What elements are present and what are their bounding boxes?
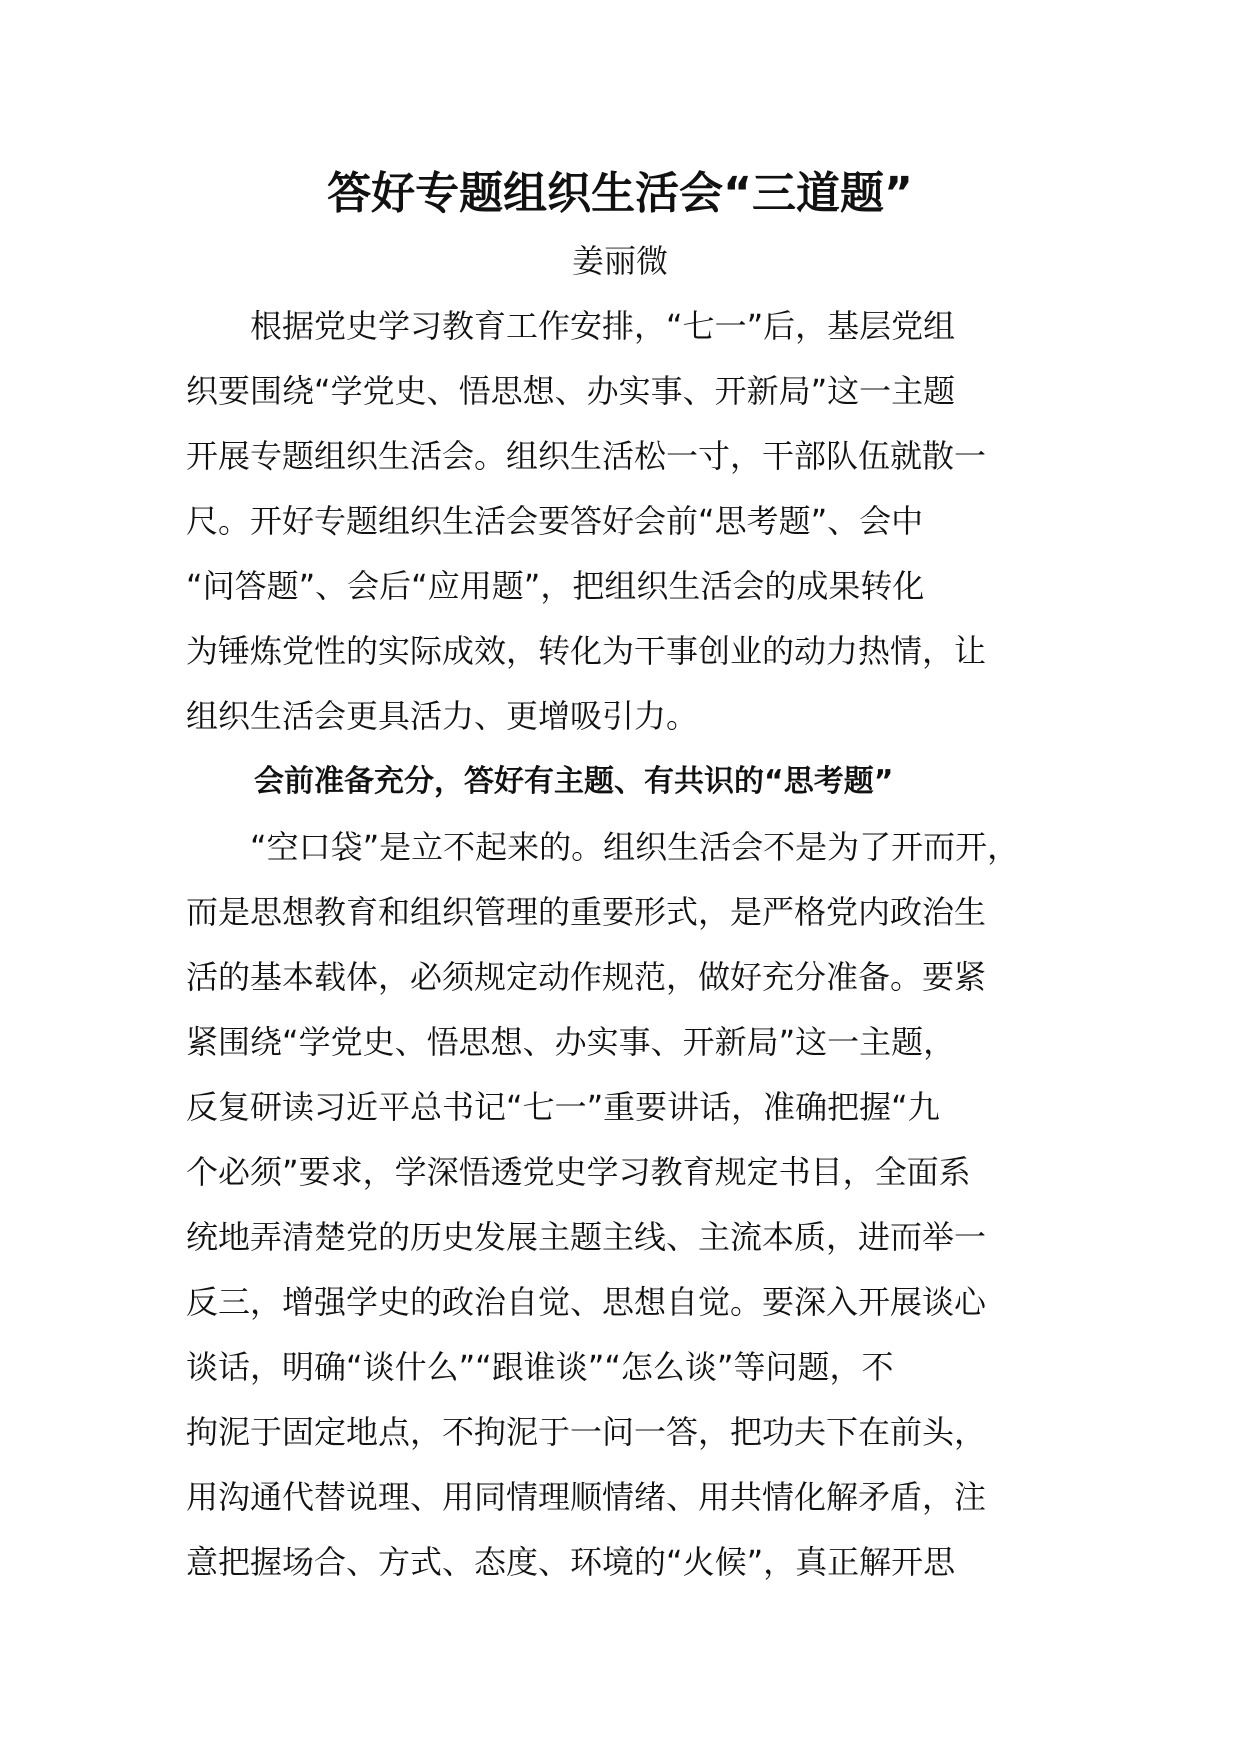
paragraph-line: 尺。开好专题组织生活会要答好会前“思考题”、会中	[186, 502, 924, 540]
paragraph-line: 根据党史学习教育工作安排，“七一”后，基层党组	[250, 307, 956, 345]
paragraph-line: 而是思想教育和组织管理的重要形式，是严格党内政治生	[186, 893, 987, 931]
paragraph-line: 紧围绕“学党史、悟思想、办实事、开新局”这一主题，	[186, 1023, 956, 1061]
document-title: 答好专题组织生活会“三道题”	[327, 168, 913, 219]
paragraph-line: 谈话，明确“谈什么”“跟谁谈”“怎么谈”等问题，不	[186, 1348, 894, 1386]
paragraph-line: 活的基本载体，必须规定动作规范，做好充分准备。要紧	[186, 958, 987, 996]
paragraph-line: 反三，增强学史的政治自觉、思想自觉。要深入开展谈心	[186, 1283, 987, 1321]
paragraph-line: 个必须”要求，学深悟透党史学习教育规定书目，全面系	[186, 1153, 971, 1191]
document-author: 姜丽微	[571, 242, 668, 280]
paragraph-line: 统地弄清楚党的历史发展主题主线、主流本质，进而举一	[186, 1218, 987, 1256]
paragraph-line: 拘泥于固定地点，不拘泥于一问一答，把功夫下在前头，	[186, 1413, 987, 1451]
paragraph-line: 织要围绕“学党史、悟思想、办实事、开新局”这一主题	[186, 372, 956, 410]
paragraph-line: 为锤炼党性的实际成效，转化为干事创业的动力热情，让	[186, 632, 987, 670]
paragraph-line: 用沟通代替说理、用同情理顺情绪、用共情化解矛盾，注	[186, 1478, 987, 1516]
paragraph-line: 开展专题组织生活会。组织生活松一寸，干部队伍就散一	[186, 437, 987, 475]
paragraph-line: “空口袋”是立不起来的。组织生活会不是为了开而开，	[250, 828, 1020, 866]
paragraph-line: “问答题”、会后“应用题”，把组织生活会的成果转化	[186, 567, 925, 605]
section-heading: 会前准备充分，答好有主题、有共识的“思考题”	[254, 764, 894, 799]
paragraph-line: 反复研读习近平总书记“七一”重要讲话，准确把握“九	[186, 1088, 940, 1126]
paragraph-line: 意把握场合、方式、态度、环境的“火候”，真正解开思	[186, 1543, 956, 1581]
paragraph-line: 组织生活会更具活力、更增吸引力。	[186, 697, 699, 735]
